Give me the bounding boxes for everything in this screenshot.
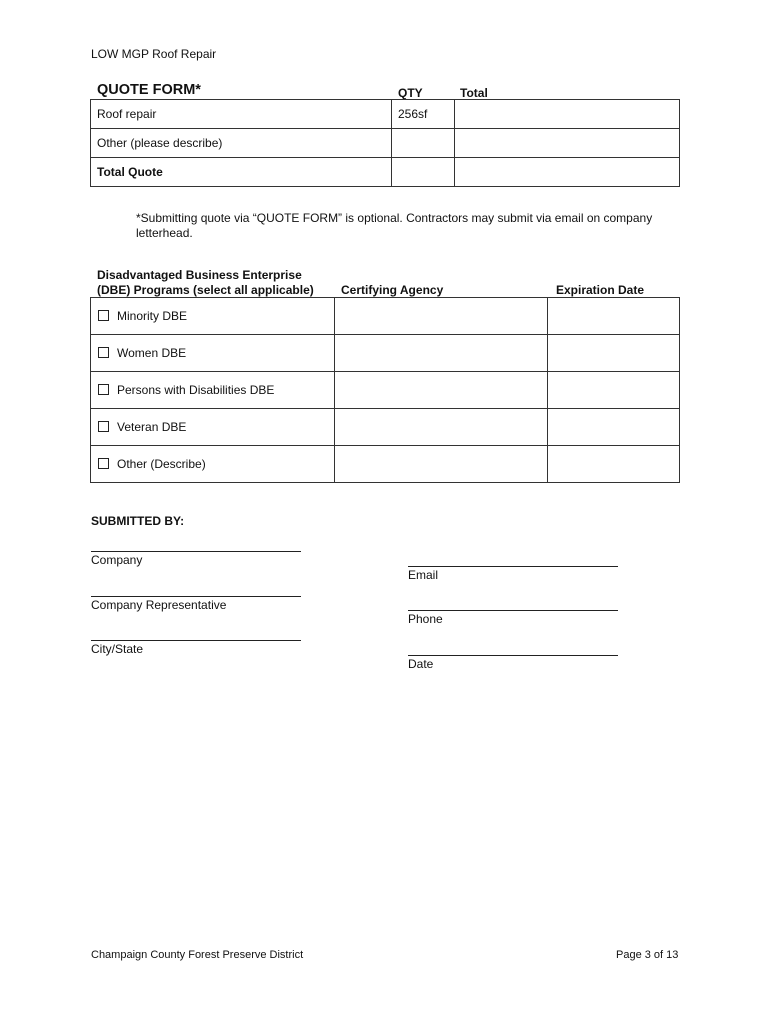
checkbox[interactable] <box>98 384 109 395</box>
quote-qty-cell[interactable] <box>392 158 455 187</box>
quote-total-cell[interactable] <box>455 158 680 187</box>
dbe-row <box>91 298 680 335</box>
dbe-label: Veteran DBE <box>117 420 187 434</box>
email-label: Email <box>408 568 439 582</box>
quote-form-title: QUOTE FORM* <box>97 82 201 98</box>
quote-row <box>91 129 680 158</box>
dbe-programs-header <box>97 268 314 298</box>
dbe-table <box>90 297 680 483</box>
quote-total-cell[interactable] <box>455 129 680 158</box>
dbe-label: Other (Describe) <box>117 457 206 471</box>
date-label: Date <box>408 657 434 671</box>
checkbox[interactable] <box>98 421 109 432</box>
dbe-row <box>91 372 680 409</box>
quote-item-label: Total Quote <box>91 158 392 187</box>
dbe-header-line2: (DBE) Programs (select all applicable) <box>97 283 314 297</box>
dbe-label: Persons with Disabilities DBE <box>117 383 275 397</box>
city-state-line[interactable] <box>91 640 301 641</box>
total-column-header: Total <box>460 86 488 100</box>
quote-item-label: Roof repair <box>91 100 392 129</box>
certifying-agency-header: Certifying Agency <box>341 283 444 297</box>
certifying-agency-cell[interactable] <box>335 298 548 335</box>
city-state-label: City/State <box>91 642 144 656</box>
certifying-agency-cell[interactable] <box>335 446 548 483</box>
checkbox[interactable] <box>98 458 109 469</box>
page-number: Page 3 of 13 <box>616 949 679 961</box>
expiration-date-cell[interactable] <box>548 335 680 372</box>
phone-label: Phone <box>408 612 443 626</box>
company-line[interactable] <box>91 551 301 552</box>
date-line[interactable] <box>408 655 618 656</box>
company-representative-line[interactable] <box>91 596 301 597</box>
email-line[interactable] <box>408 566 618 567</box>
quote-table <box>90 99 680 187</box>
submitted-by-title: SUBMITTED BY: <box>91 514 185 528</box>
dbe-label: Women DBE <box>117 346 187 360</box>
quote-qty-cell[interactable]: 256sf <box>392 100 455 129</box>
dbe-row <box>91 446 680 483</box>
quote-item-label: Other (please describe) <box>91 129 392 158</box>
phone-line[interactable] <box>408 610 618 611</box>
quote-note: *Submitting quote via “QUOTE FORM” is optional. Contractors may submit via email on company letterhead. <box>136 211 653 240</box>
expiration-date-cell[interactable] <box>548 298 680 335</box>
footer-organization: Champaign County Forest Preserve District <box>91 949 304 961</box>
document-header: LOW MGP Roof Repair <box>91 47 217 61</box>
dbe-label: Minority DBE <box>117 309 188 323</box>
dbe-header-line1: Disadvantaged Business Enterprise <box>97 268 302 282</box>
quote-qty-cell[interactable] <box>392 129 455 158</box>
dbe-row <box>91 335 680 372</box>
expiration-date-cell[interactable] <box>548 409 680 446</box>
company-representative-label: Company Representative <box>91 598 227 612</box>
expiration-date-cell[interactable] <box>548 372 680 409</box>
checkbox[interactable] <box>98 347 109 358</box>
expiration-date-cell[interactable] <box>548 446 680 483</box>
certifying-agency-cell[interactable] <box>335 372 548 409</box>
qty-column-header: QTY <box>398 86 423 100</box>
quote-row <box>91 158 680 187</box>
company-label: Company <box>91 553 143 567</box>
certifying-agency-cell[interactable] <box>335 409 548 446</box>
expiration-date-header: Expiration Date <box>556 283 645 297</box>
checkbox[interactable] <box>98 310 109 321</box>
certifying-agency-cell[interactable] <box>335 335 548 372</box>
quote-row <box>91 100 680 129</box>
quote-total-cell[interactable] <box>455 100 680 129</box>
dbe-row <box>91 409 680 446</box>
